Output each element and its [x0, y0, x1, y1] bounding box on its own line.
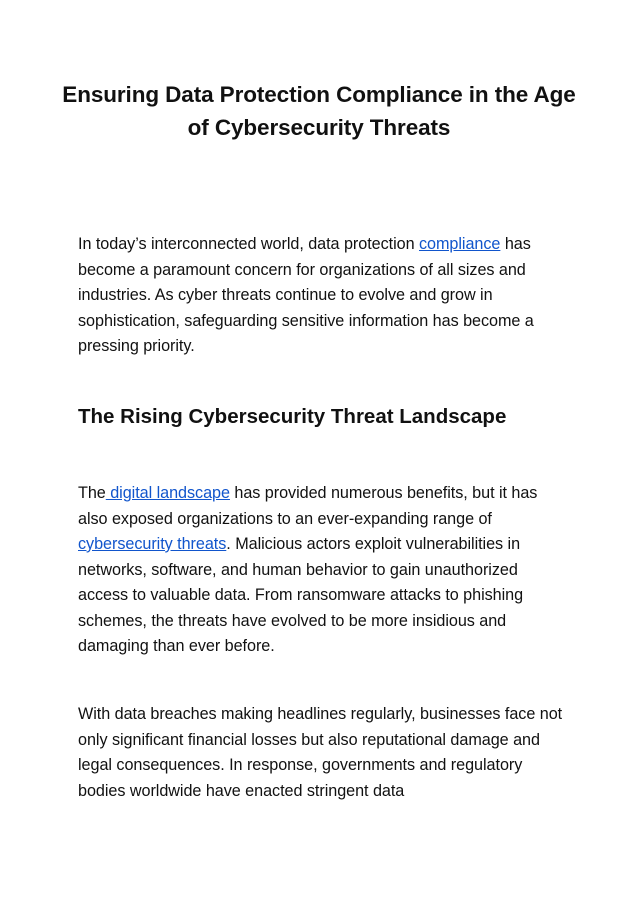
- intro-paragraph: [78, 232, 568, 360]
- compliance-link[interactable]: compliance: [419, 235, 501, 253]
- threat-text-before: The: [78, 484, 106, 502]
- section-heading: The Rising Cybersecurity Threat Landscape: [78, 405, 507, 428]
- threat-landscape-paragraph: [78, 481, 568, 660]
- threat-text-after: . Malicious actors exploit vulnerabilities in networks, software, and human behavior to gain unauthorized access to valuable data. From ransomware attacks to phishing schemes, the threats have evolved to be more insidious and damaging than ever before.: [78, 535, 524, 655]
- digital-landscape-link[interactable]: digital landscape: [105, 484, 230, 502]
- threat-text-middle: has provided numerous benefits, but it has also exposed organizations to an ever-expanding range of: [78, 484, 538, 528]
- cybersecurity-threats-link[interactable]: cybersecurity threats: [78, 535, 227, 553]
- data-breaches-paragraph: With data breaches making headlines regularly, businesses face not only significant financial losses but also reputational damage and legal consequences. In response, governments and regulatory bodies worldwide have enacted stringent data: [78, 705, 563, 800]
- intro-text-before: In today’s interconnected world, data protection: [78, 235, 419, 253]
- document-title: Ensuring Data Protection Compliance in the Age of Cybersecurity Threats: [62, 82, 576, 140]
- intro-text-after: has become a paramount concern for organizations of all sizes and industries. As cyber threats continue to evolve and grow in sophistication, safeguarding sensitive information has become a pressing priority.: [78, 235, 534, 355]
